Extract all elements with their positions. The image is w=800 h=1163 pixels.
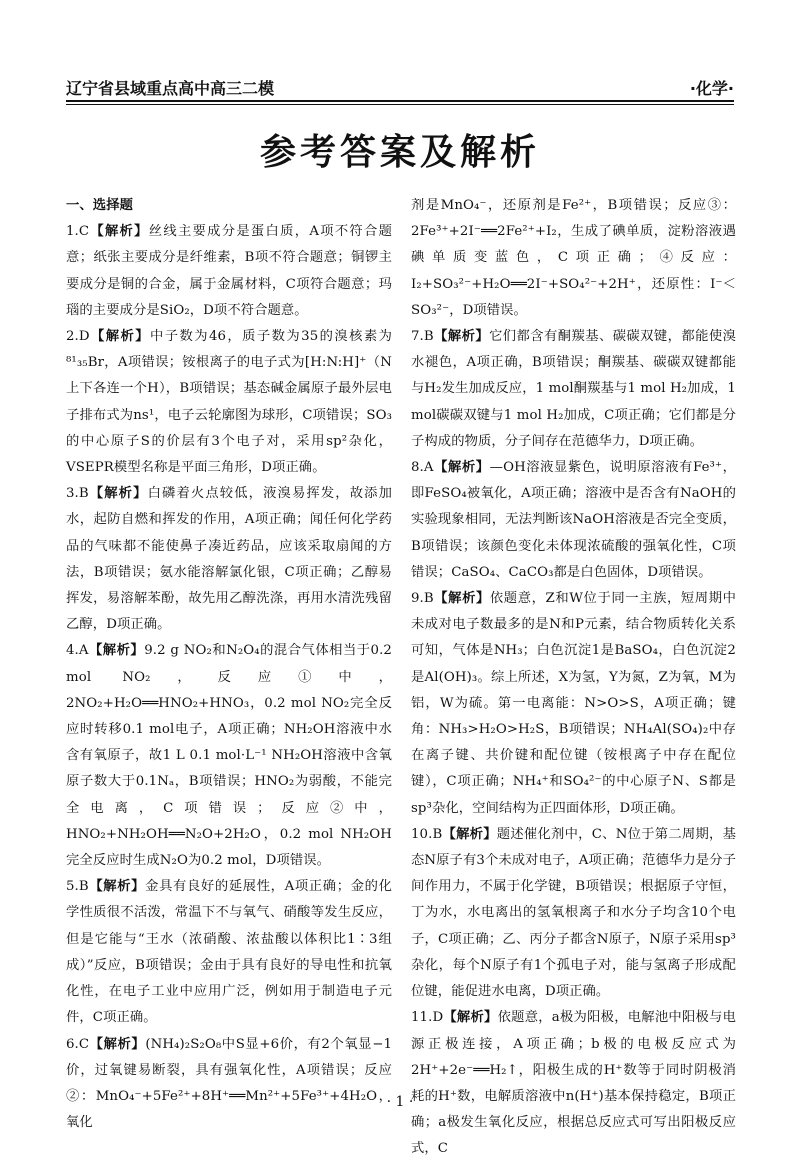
header-exam-title: 辽宁省县域重点高中高三二模 [66, 79, 275, 98]
analysis-tag: 【解析】 [88, 879, 146, 895]
answer-number: 8.A [411, 460, 434, 476]
answer-text: —OH溶液显紫色，说明原溶液有Fe³⁺，即FeSO₄被氧化，A项正确；溶液中是否含有NaOH的实验现象相同，无法判断该NaOH溶液是否完全变质，B项错误；该颜色变化未体现浓硫酸的强氧化性，C项错误；CaSO₄、CaCO₃都是白色固体，D项错误。 [411, 460, 736, 580]
answer-item [66, 324, 392, 481]
answer-number: 5.B [66, 879, 89, 895]
answer-item [411, 1005, 736, 1162]
header-rule-thin [66, 104, 734, 105]
answer-text: 依题意，a极为阳极，电解池中阳极与电源正极连接，A项正确；b极的电极反应式为2H⁺+2e⁻══H₂↑，阳极生成的H⁺数等于同时阴极消耗的H⁺数，电解质溶液中n(H⁺)基本保持稳定，B项正确；a极发生氧化反应，根据总反应式可写出阳极反应式，C [411, 1010, 736, 1157]
answer-number: 6.C [66, 1036, 90, 1052]
answer-number: 9.B [411, 591, 434, 607]
answer-number: 10.B [411, 826, 443, 842]
analysis-tag: 【解析】 [89, 1036, 146, 1052]
header-subject: ·化学· [689, 79, 734, 98]
answer-text: 题述催化剂中，C、N位于第二周期，基态N原子有3个未成对电子，A项正确；范德华力是分子间作用力，不属于化学键，B项错误；根据原子守恒，丁为水，水电离出的氢氧根离子和水分子均含10个电子，C项正确；乙、丙分子都含N原子，N原子采用sp³杂化，每个N原子有1个孤电子对，能与氢离子形成配位键，能促进水电离，D项正确。 [411, 826, 736, 1000]
analysis-tag: 【解析】 [88, 486, 148, 502]
answer-number: 2.D [66, 329, 90, 345]
analysis-tag: 【解析】 [443, 1010, 498, 1026]
answer-item [66, 481, 392, 638]
analysis-tag: 【解析】 [89, 329, 150, 345]
answer-item [66, 219, 392, 324]
answer-item [66, 874, 392, 1031]
analysis-tag: 【解析】 [433, 329, 490, 345]
answer-item [411, 822, 736, 1005]
answer-number: 7.B [411, 329, 434, 345]
answer-text: (NH₄)₂S₂O₈中S显+6价，有2个氧显−1价，过氧键易断裂，具有强氧化性，A项错误；反应②：MnO₄⁻+5Fe²⁺+8H⁺══Mn²⁺+5Fe³⁺+4H₂O，氧化 [66, 1036, 393, 1131]
answer-item [411, 455, 736, 586]
answer-number: 1.C [66, 224, 90, 240]
header-rule [66, 100, 734, 102]
answer-text: 中子数为46，质子数为35的溴核素为⁸¹₃₅Br，A项错误；铵根离子的电子式为[H:N:H]⁺（N上下各连一个H），B项错误；基态碱金属原子最外层电子排布式为ns¹，电子云轮廓图为球形，C项错误；SO₃的中心原子S的价层有3个电子对，采用sp²杂化，VSEPR模型名称是平面三角形，D项正确。 [66, 329, 392, 476]
answer-item [411, 324, 736, 455]
left-column [66, 193, 392, 1136]
answer-text: 依题意，Z和W位于同一主族，短周期中未成对电子数最多的是N和P元素，结合物质转化关系可知，气体是NH₃；白色沉淀1是BaSO₄，白色沉淀2是Al(OH)₃。综上所述，X为氢，Y为氮，Z为氧，M为铝，W为硫。第一电离能：N>O>S，A项正确；键角：NH₃>H₂O>H₂S，B项错误；NH₄Al(SO₄)₂中存在离子键、共价键和配位键（铵根离子中存在配位键），C项正确；NH₄⁺和SO₄²⁻的中心原子N、S都是sp³杂化，空间结构为正四面体形，D项正确。 [411, 591, 736, 816]
answer-item [66, 1032, 392, 1137]
answer-number: 3.B [66, 486, 89, 502]
answer-text: 白磷着火点较低，液溴易挥发，故添加水，起防自燃和挥发的作用，A项正确；闻任何化学药品的气味都不能使鼻子凑近药品，应该采取扇闻的方法，B项错误；氨水能溶解氯化银，C项正确；乙醇易挥发，易溶解苯酚，故先用乙醇洗涤，再用水清洗残留乙醇，D项正确。 [66, 486, 393, 633]
analysis-tag: 【解析】 [442, 826, 497, 842]
answer-number: 11.D [411, 1010, 444, 1026]
right-column [411, 193, 736, 1163]
answer-text: 金具有良好的延展性，A项正确；金的化学性质很不活泼，常温下不与氧气、硝酸等发生反应，但是它能与“王水（浓硝酸、浓盐酸以体积比1∶3组成）”反应，B项错误；金由于具有良好的导电性和抗氧化性，在电子工业中应用广泛，例如用于制造电子元件，C项正确。 [66, 879, 392, 1026]
analysis-tag: 【解析】 [88, 643, 145, 659]
analysis-tag: 【解析】 [89, 224, 149, 240]
page-number: · 1 · [386, 1094, 414, 1110]
section-heading: 一、选择题 [66, 198, 133, 213]
answer-text: 剂是MnO₄⁻，还原剂是Fe²⁺，B项错误；反应③：2Fe³⁺+2I⁻══2Fe²⁺+I₂，生成了碘单质，淀粉溶液遇碘单质变蓝色，C项正确；④反应：I₂+SO₃²⁻+H₂O══2I⁻+SO₄²⁻+2H⁺，还原性：I⁻＜SO₃²⁻，D项错误。 [411, 198, 736, 318]
answer-item [66, 638, 392, 874]
answer-text: 9.2 g NO₂和N₂O₄的混合气体相当于0.2 mol NO₂，反应①中，2NO₂+H₂O══HNO₂+HNO₃，0.2 mol NO₂完全反应时转移0.1 mol电子，A项正确；NH₂OH溶液中水含有氧原子，故1 L 0.1 mol·L⁻¹ NH₂OH溶液中含氧原子数大于0.1Nₐ，B项错误；HNO₂为弱酸，不能完全电离，C项错误；反应②中，HNO₂+NH₂OH══N₂O+2H₂O，0.2 mol NH₂OH完全反应时生成N₂O为0.2 mol，D项错误。 [66, 643, 392, 869]
analysis-tag: 【解析】 [433, 591, 490, 607]
page-header [66, 72, 734, 100]
answer-number: 4.A [66, 643, 89, 659]
analysis-tag: 【解析】 [433, 460, 490, 476]
answer-text: 丝线主要成分是蛋白质，A项不符合题意；纸张主要成分是纤维素，B项不符合题意；铜锣主要成分是铜的合金，属于金属材料，C项符合题意；玛瑙的主要成分是SiO₂，D项不符合题意。 [66, 224, 392, 318]
answer-item [411, 193, 736, 324]
answer-text: 它们都含有酮羰基、碳碳双键，都能使溴水褪色，A项正确，B项错误；酮羰基、碳碳双键都能与H₂发生加成反应，1 mol酮羰基与1 mol H₂加成，1 mol碳碳双键与1 mol H₂加成，C项正确；它们都是分子构成的物质，分子间存在范德华力，D项正确。 [411, 329, 736, 449]
answer-item [411, 586, 736, 822]
page-title: 参考答案及解析 [259, 132, 540, 173]
